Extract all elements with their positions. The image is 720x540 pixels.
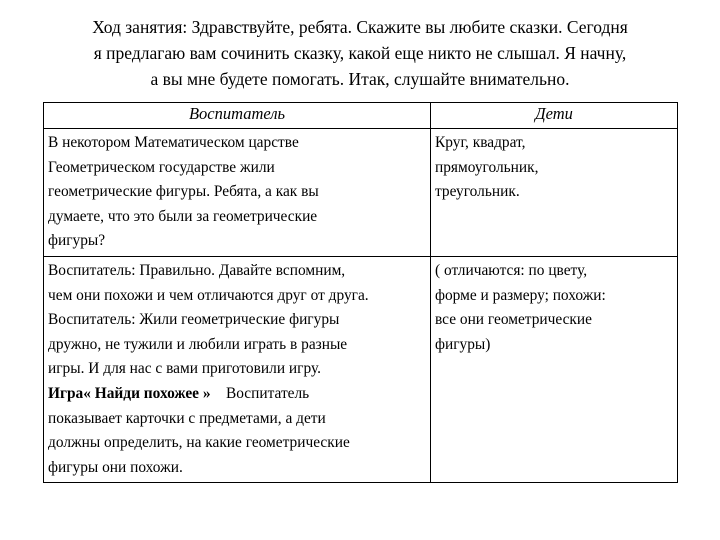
text-line: Круг, квадрат, bbox=[435, 134, 526, 151]
text-line: треугольник. bbox=[435, 183, 520, 201]
text-line: Воспитатель: Правильно. Давайте вспомним, bbox=[48, 261, 346, 279]
intro-line: я предлагаю вам сочинить сказку, какой еще никто не слышал. Я начну, bbox=[93, 43, 627, 63]
teacher-cell bbox=[44, 256, 431, 482]
text-line: игры. И для нас с вами приготовили игру. bbox=[48, 360, 321, 378]
text-line: В некотором Математическом царстве bbox=[48, 134, 299, 151]
text-line: чем они похожи и чем отличаются друг от друга. bbox=[48, 286, 369, 304]
intro-line: Ход занятия: Здравствуйте, ребята. Скажите вы любите сказки. Сегодня bbox=[92, 17, 628, 37]
text-line: ( отличаются: по цвету, bbox=[435, 261, 588, 279]
intro-paragraph bbox=[28, 14, 692, 92]
table-row bbox=[44, 129, 678, 257]
text-line: фигуры? bbox=[48, 232, 106, 250]
header-children: Дети bbox=[431, 103, 678, 129]
text-line: форме и размеру; похожи: bbox=[435, 286, 606, 304]
text-line: фигуры они похожи. bbox=[48, 458, 183, 476]
text-line: прямоугольник, bbox=[435, 158, 539, 176]
text-line: все они геометрические bbox=[435, 311, 592, 329]
children-cell bbox=[431, 256, 678, 482]
header-teacher: Воспитатель bbox=[44, 103, 431, 129]
teacher-cell bbox=[44, 129, 431, 257]
table-header-row bbox=[44, 103, 678, 129]
text-line: должны определить, на какие геометрические bbox=[48, 434, 350, 452]
text-line: геометрические фигуры. Ребята, а как вы bbox=[48, 183, 319, 201]
lesson-table bbox=[43, 102, 678, 483]
game-line bbox=[48, 382, 426, 407]
game-title: Игра« Найди похожее » bbox=[48, 384, 211, 402]
intro-line: а вы мне будете помогать. Итак, слушайте внимательно. bbox=[150, 69, 570, 89]
table-row bbox=[44, 256, 678, 482]
text-line: фигуры) bbox=[435, 335, 491, 353]
text-line: думаете, что это были за геометрические bbox=[48, 207, 318, 225]
children-cell bbox=[431, 129, 678, 257]
text-line: дружно, не тужили и любили играть в разные bbox=[48, 335, 348, 353]
game-rest: Воспитатель bbox=[210, 384, 310, 402]
text-line: Воспитатель: Жили геометрические фигуры bbox=[48, 311, 340, 329]
text-line: Геометрическом государстве жили bbox=[48, 158, 275, 176]
text-line: показывает карточки с предметами, а дети bbox=[48, 409, 326, 427]
